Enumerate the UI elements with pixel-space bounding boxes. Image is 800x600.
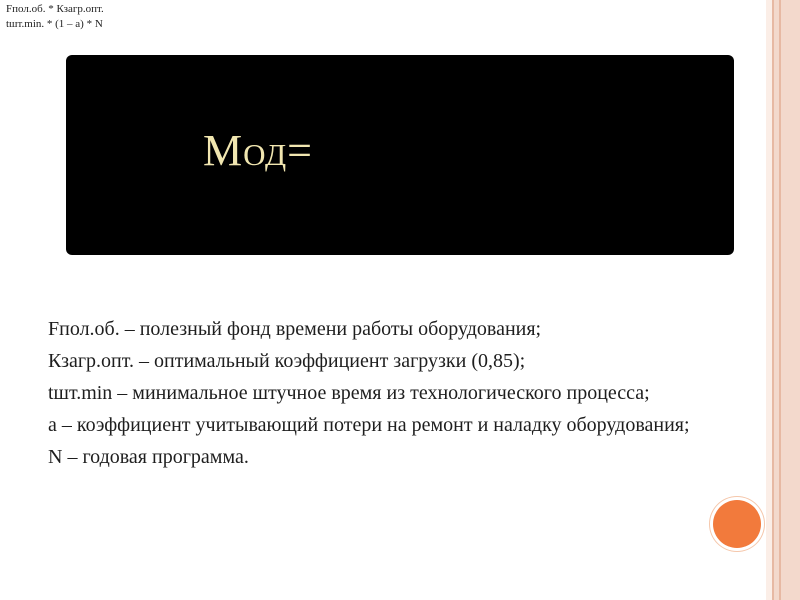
definitions-list (48, 316, 768, 476)
frame-line-left (772, 0, 774, 600)
frame-line-right (779, 0, 781, 600)
definition-kzagr: Кзагр.опт. – оптимальный коэффициент загрузки (0,85); (48, 350, 526, 372)
definition-n: N – годовая программа. (48, 446, 249, 468)
formula-box (66, 55, 734, 255)
definition-a: a – коэффициент учитывающий потери на ремонт и наладку оборудования; (48, 414, 690, 436)
definition-tsht: tшт.min – минимальное штучное время из технологического процесса; (48, 382, 650, 404)
corner-formula-numerator: Fпол.об. * Кзагр.опт. (6, 3, 104, 15)
definition-fpol: Fпол.об. – полезный фонд времени работы оборудования; (48, 318, 542, 340)
accent-circle (713, 500, 761, 548)
formula-label: Mод= (203, 126, 313, 175)
corner-formula-denominator: tшт.min. * (1 – a) * N (6, 18, 103, 30)
frame-outer-stripe (773, 0, 800, 600)
corner-formula (6, 2, 196, 32)
